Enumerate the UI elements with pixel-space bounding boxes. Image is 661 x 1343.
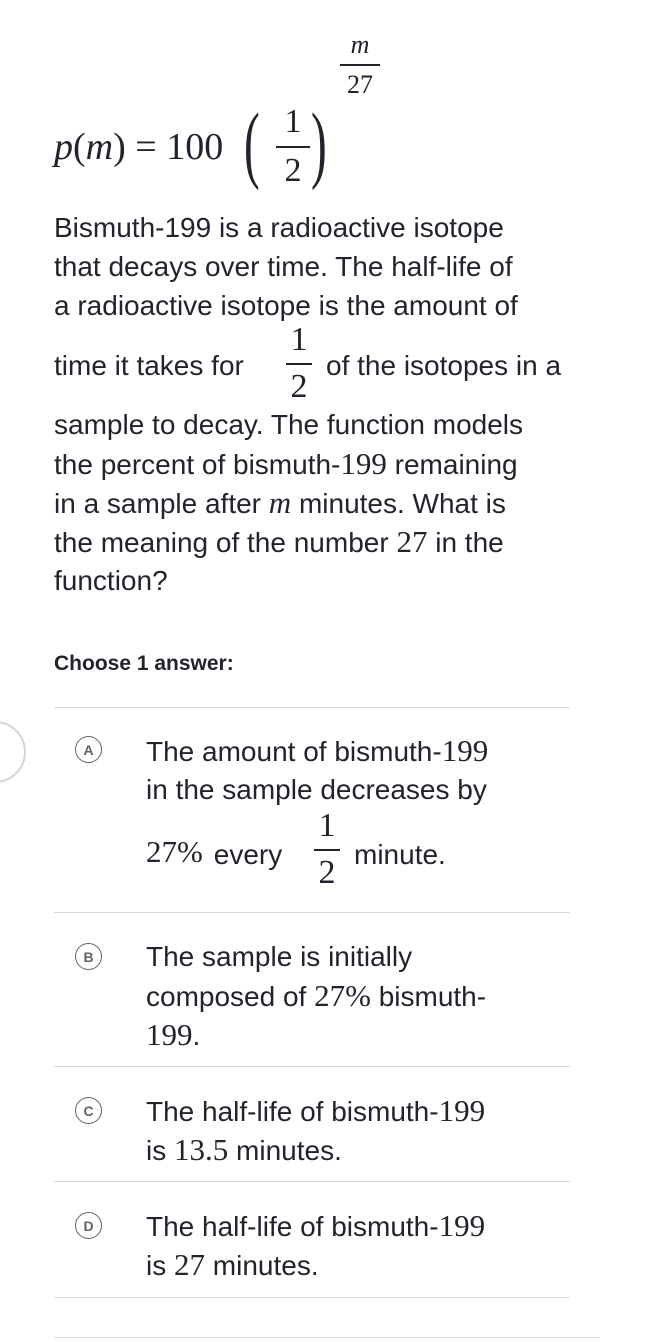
fraction-denominator: 2 (318, 854, 336, 891)
formula-equals: = (135, 126, 157, 168)
choice-line (146, 1206, 576, 1245)
exponent-denominator: 27 (347, 70, 373, 99)
question-line: a radioactive isotope is the amount of (54, 290, 518, 321)
choose-label: Choose 1 answer: (54, 652, 234, 675)
divider (54, 1297, 570, 1298)
choice-c-text (146, 1091, 576, 1169)
base-fraction (276, 105, 310, 188)
question-text-segment: in the (427, 527, 504, 558)
math-number: 27% (146, 834, 203, 869)
choice-a-badge: A (75, 736, 102, 763)
formula-coefficient: 100 (166, 126, 224, 168)
math-number: 199 (340, 446, 387, 481)
choice-text-segment: The amount of bismuth- (146, 736, 442, 767)
half-fraction (314, 809, 340, 890)
choice-text-segment: bismuth- (370, 981, 487, 1012)
choice-d-badge: D (75, 1212, 102, 1239)
function-formula (54, 30, 454, 191)
math-number: 27 (396, 524, 428, 559)
question-line: that decays over time. The half-life of (54, 251, 513, 282)
question-line (54, 444, 614, 483)
choice-text-segment: is (146, 1250, 174, 1281)
math-number: 199 (438, 1093, 486, 1128)
choice-line (146, 976, 576, 1015)
divider (54, 1337, 600, 1338)
question-text-segment: minutes. What is (291, 488, 506, 519)
choice-line: The sample is initially (146, 941, 413, 972)
choice-a-text (146, 731, 576, 899)
choice-a[interactable] (54, 708, 594, 912)
question-text (54, 208, 614, 600)
choice-line: in the sample decreases by (146, 774, 487, 805)
question-text-segment: time it takes for (54, 350, 244, 381)
question-line (54, 522, 614, 561)
choice-text-segment: minutes. (205, 1250, 319, 1281)
math-number: 199 (438, 1208, 486, 1243)
choice-line (146, 1130, 576, 1169)
right-paren: ) (311, 95, 327, 191)
choice-b[interactable] (54, 913, 594, 1066)
left-paren: ( (244, 95, 260, 191)
choice-line (146, 1245, 576, 1284)
exponent-numerator: m (350, 30, 370, 59)
choice-text-segment: is (146, 1135, 174, 1166)
math-number: 13.5 (174, 1132, 229, 1167)
choice-text-segment: every (206, 839, 283, 870)
choice-line (146, 731, 576, 770)
math-number: 199 (441, 733, 489, 768)
choice-b-text (146, 937, 576, 1054)
math-number: 199 (146, 1017, 193, 1052)
math-variable: m (268, 485, 292, 520)
question-line: function? (54, 565, 168, 596)
question-line (54, 483, 614, 522)
exponent-fraction (340, 32, 380, 98)
question-text-segment: remaining (386, 449, 518, 480)
choice-text-segment: The half-life of bismuth- (146, 1096, 439, 1127)
choice-b-badge: B (75, 943, 102, 970)
question-text-segment: the meaning of the number (54, 527, 397, 558)
choice-text-segment: The half-life of bismuth- (146, 1211, 439, 1242)
question-line (54, 321, 614, 405)
math-number: 27 (174, 1247, 205, 1282)
choice-text-segment: composed of (146, 981, 315, 1012)
formula-lhs: p(m) = 100 (54, 126, 224, 168)
choice-text-segment: minutes. (228, 1135, 342, 1166)
half-fraction (286, 323, 312, 404)
choice-line (146, 809, 576, 899)
choice-line (146, 1015, 576, 1054)
choice-text-segment: . (192, 1020, 201, 1051)
fraction-denominator: 2 (290, 368, 308, 405)
question-text-segment: in a sample after (54, 488, 269, 519)
fraction-numerator: 1 (290, 321, 308, 358)
choice-text-segment: minute. (354, 839, 446, 870)
choice-c[interactable] (54, 1067, 594, 1181)
question-text-segment: the percent of bismuth- (54, 449, 341, 480)
math-number: 27% (314, 978, 371, 1013)
side-panel-handle[interactable] (0, 721, 26, 783)
question-line: Bismuth-199 is a radioactive isotope (54, 212, 504, 243)
base-denominator: 2 (284, 152, 302, 189)
base-numerator: 1 (284, 103, 302, 140)
choice-c-badge: C (75, 1097, 102, 1124)
choice-line (146, 1091, 576, 1130)
formula-func: p (54, 126, 73, 168)
question-line: sample to decay. The function models (54, 409, 523, 440)
question-text-segment: of the isotopes in a (326, 350, 562, 381)
fraction-numerator: 1 (318, 807, 336, 844)
choice-d[interactable] (54, 1182, 594, 1297)
formula-var: m (85, 126, 114, 168)
choice-d-text (146, 1206, 576, 1284)
